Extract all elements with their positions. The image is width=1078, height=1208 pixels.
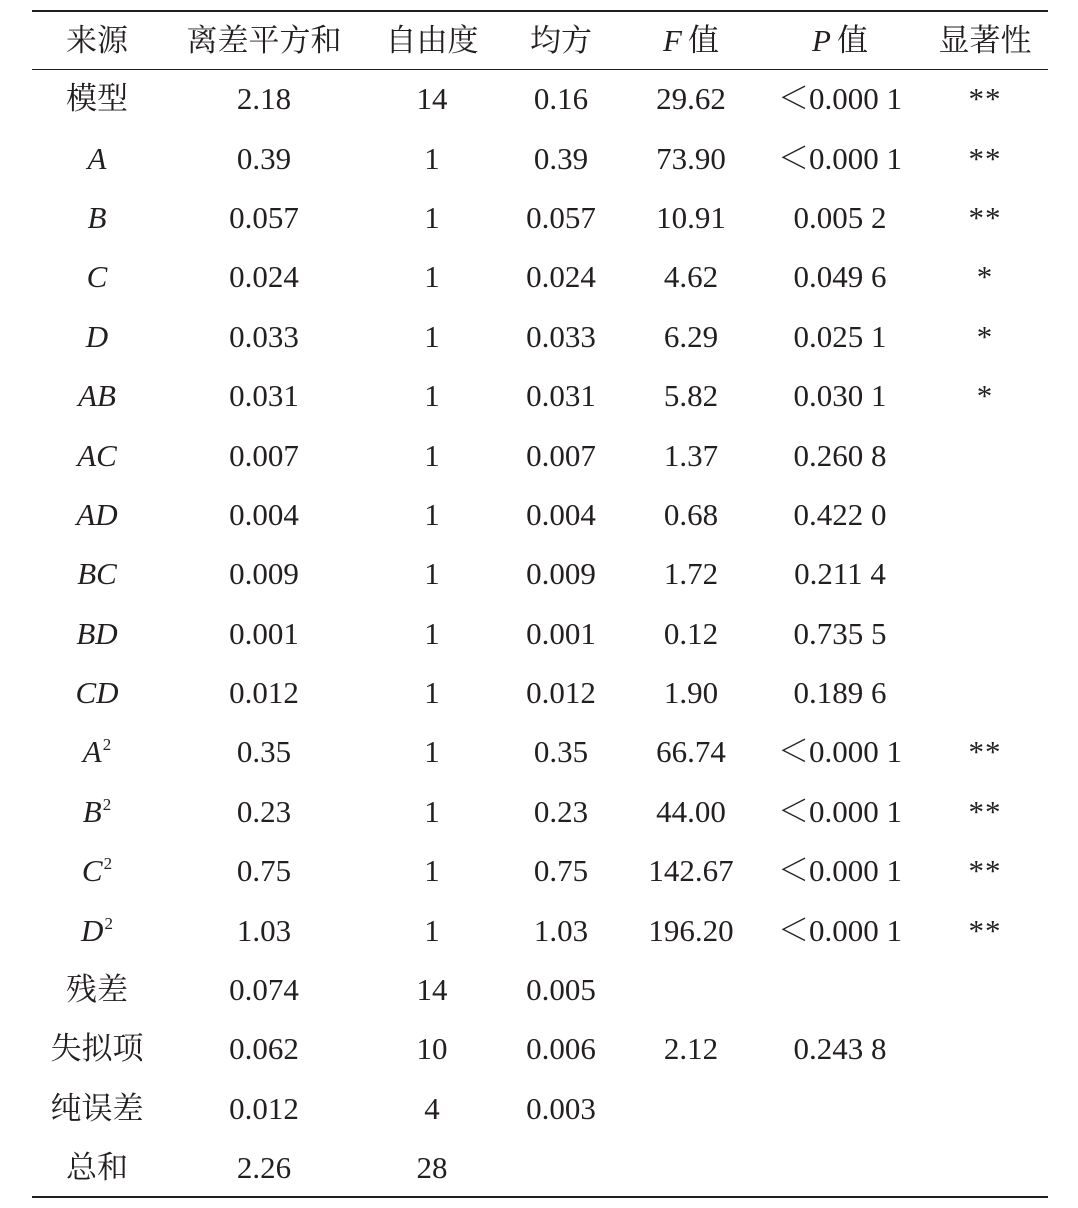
source-cell — [32, 544, 162, 603]
source-label: CD — [75, 675, 119, 711]
source-cell — [32, 1138, 162, 1197]
mean-square-cell: 0.39 — [533, 140, 589, 176]
significance-cell: ** — [968, 199, 1002, 235]
p-value-cell: 0.025 1 — [793, 318, 887, 354]
f-value-cell: 29.62 — [656, 81, 726, 117]
sum-of-squares-cell: 0.057 — [229, 199, 299, 235]
source-cell — [32, 425, 162, 484]
significance-cell — [922, 485, 1048, 544]
f-value-cell — [624, 1079, 758, 1138]
source-label: A — [87, 140, 107, 176]
significance-cell: ** — [968, 140, 1002, 176]
header-significance: 显著性 — [922, 11, 1048, 69]
degrees-of-freedom-cell: 10 — [416, 1031, 448, 1067]
sum-of-squares-cell: 0.23 — [236, 793, 292, 829]
mean-square-cell: 0.004 — [526, 496, 596, 532]
table-row — [32, 900, 1048, 959]
f-value-cell — [624, 1138, 758, 1197]
table-row — [32, 69, 1048, 128]
mean-square-cell: 0.024 — [526, 259, 596, 295]
sum-of-squares-cell: 2.18 — [236, 81, 292, 117]
mean-square-cell: 0.009 — [526, 556, 596, 592]
p-value-cell: ＜0.000 1 — [778, 81, 902, 117]
table-row — [32, 366, 1048, 425]
p-value-cell — [758, 1079, 922, 1138]
source-label: 残差 — [66, 972, 128, 1008]
header-f-symbol: F — [663, 22, 682, 58]
source-cell — [32, 960, 162, 1019]
table-row — [32, 307, 1048, 366]
sum-of-squares-cell: 2.26 — [162, 1138, 366, 1197]
source-label: AC — [77, 437, 117, 473]
mean-square-cell: 0.75 — [533, 853, 589, 889]
source-label: C — [86, 259, 108, 295]
source-cell — [32, 1019, 162, 1078]
f-value-cell: 2.12 — [663, 1031, 719, 1067]
sum-of-squares-cell: 0.074 — [229, 972, 299, 1008]
f-value-cell: 5.82 — [663, 378, 719, 414]
source-label: AB — [78, 378, 116, 414]
mean-square-cell: 0.031 — [526, 378, 596, 414]
source-cell — [32, 722, 162, 781]
source-superscript: 2 — [104, 913, 113, 933]
f-value-cell: 1.72 — [663, 556, 719, 592]
f-value-cell: 4.62 — [663, 259, 719, 295]
p-value-cell: ＜0.000 1 — [778, 140, 902, 176]
table-row — [32, 1079, 1048, 1138]
degrees-of-freedom-cell: 1 — [424, 259, 440, 295]
f-value-cell: 73.90 — [656, 140, 726, 176]
mean-square-cell: 0.16 — [533, 81, 589, 117]
header-p-value — [758, 11, 922, 69]
mean-square-cell — [498, 1138, 624, 1197]
significance-cell — [922, 960, 1048, 1019]
source-label: 模型 — [66, 81, 128, 117]
f-value-cell: 196.20 — [648, 912, 734, 948]
degrees-of-freedom-cell: 14 — [416, 972, 448, 1008]
f-value-cell: 66.74 — [656, 734, 726, 770]
source-cell — [32, 485, 162, 544]
table-row — [32, 841, 1048, 900]
f-value-cell: 6.29 — [663, 318, 719, 354]
source-superscript: 2 — [102, 794, 112, 814]
table-row — [32, 1019, 1048, 1078]
anova-table — [32, 10, 1048, 1198]
source-cell — [32, 782, 162, 841]
sum-of-squares-cell: 0.033 — [229, 318, 299, 354]
p-value-cell: 0.735 5 — [793, 615, 887, 651]
mean-square-cell: 0.006 — [526, 1031, 596, 1067]
header-f-value — [624, 11, 758, 69]
table-row — [32, 604, 1048, 663]
f-value-cell: 44.00 — [656, 793, 726, 829]
f-value-cell — [624, 960, 758, 1019]
p-value-cell: 0.243 8 — [793, 1031, 887, 1067]
f-value-cell: 142.67 — [648, 853, 734, 889]
mean-square-cell: 0.005 — [526, 972, 596, 1008]
mean-square-cell: 0.23 — [533, 793, 589, 829]
table-row — [32, 722, 1048, 781]
p-value-cell: 0.049 6 — [793, 259, 887, 295]
source-cell — [32, 247, 162, 306]
mean-square-cell: 0.007 — [526, 437, 596, 473]
sum-of-squares-cell: 0.001 — [229, 615, 299, 651]
source-label: A — [82, 734, 102, 770]
significance-cell: ** — [968, 793, 1002, 829]
sum-of-squares-cell: 1.03 — [236, 912, 292, 948]
source-label: BD — [76, 615, 118, 651]
source-label: B — [82, 793, 102, 829]
sum-of-squares-cell: 0.031 — [229, 378, 299, 414]
p-value-cell: ＜0.000 1 — [778, 734, 902, 770]
table-row — [32, 485, 1048, 544]
header-row — [32, 11, 1048, 69]
degrees-of-freedom-cell: 1 — [424, 793, 440, 829]
mean-square-cell: 0.35 — [533, 734, 589, 770]
source-cell — [32, 604, 162, 663]
sum-of-squares-cell: 0.012 — [229, 1090, 299, 1126]
degrees-of-freedom-cell: 1 — [424, 912, 440, 948]
significance-cell: * — [976, 259, 994, 295]
sum-of-squares-cell: 0.75 — [236, 853, 292, 889]
source-label: B — [87, 199, 107, 235]
source-superscript: 2 — [103, 854, 113, 874]
p-value-cell: 0.030 1 — [793, 378, 887, 414]
significance-cell: ** — [968, 912, 1002, 948]
p-value-cell: 0.005 2 — [793, 199, 887, 235]
table-header — [32, 11, 1048, 69]
significance-cell — [922, 425, 1048, 484]
header-mean-square: 均方 — [498, 11, 624, 69]
table-row — [32, 247, 1048, 306]
source-label: D — [81, 912, 104, 948]
degrees-of-freedom-cell: 1 — [424, 853, 440, 889]
source-cell — [32, 366, 162, 425]
f-value-cell: 0.12 — [663, 615, 719, 651]
table-body — [32, 69, 1048, 1197]
source-cell — [32, 307, 162, 366]
significance-cell: ** — [968, 734, 1002, 770]
source-label: BC — [77, 556, 117, 592]
source-cell — [32, 900, 162, 959]
significance-cell: * — [976, 378, 994, 414]
table-row — [32, 1138, 1048, 1197]
source-cell — [32, 663, 162, 722]
table-row — [32, 960, 1048, 1019]
p-value-cell: ＜0.000 1 — [778, 793, 902, 829]
source-cell — [32, 188, 162, 247]
mean-square-cell: 0.001 — [526, 615, 596, 651]
source-label: AD — [76, 496, 118, 532]
significance-cell: ** — [968, 853, 1002, 889]
significance-cell — [922, 1019, 1048, 1078]
p-value-cell: 0.211 4 — [794, 556, 886, 592]
p-value-cell: ＜0.000 1 — [778, 912, 902, 948]
mean-square-cell: 0.012 — [526, 675, 596, 711]
table-row — [32, 663, 1048, 722]
sum-of-squares-cell: 0.009 — [229, 556, 299, 592]
header-f-suffix: 值 — [687, 22, 719, 58]
sum-of-squares-cell: 0.35 — [236, 734, 292, 770]
mean-square-cell: 0.033 — [526, 318, 596, 354]
significance-cell — [922, 544, 1048, 603]
header-source: 来源 — [32, 11, 162, 69]
degrees-of-freedom-cell: 14 — [416, 81, 448, 117]
header-degrees-of-freedom: 自由度 — [366, 11, 498, 69]
table-row — [32, 188, 1048, 247]
degrees-of-freedom-cell: 1 — [424, 496, 440, 532]
source-superscript: 2 — [102, 735, 112, 755]
source-label: D — [85, 318, 109, 354]
header-p-symbol: P — [812, 22, 831, 58]
sum-of-squares-cell: 0.012 — [229, 675, 299, 711]
p-value-cell — [758, 1138, 922, 1197]
source-label: C — [81, 853, 103, 889]
p-value-cell — [758, 960, 922, 1019]
p-value-cell: 0.260 8 — [793, 437, 887, 473]
degrees-of-freedom-cell: 4 — [424, 1090, 440, 1126]
significance-cell — [922, 1079, 1048, 1138]
degrees-of-freedom-cell: 1 — [424, 675, 440, 711]
header-sum-of-squares: 离差平方和 — [162, 11, 366, 69]
degrees-of-freedom-cell: 1 — [424, 615, 440, 651]
mean-square-cell: 0.003 — [526, 1090, 596, 1126]
p-value-cell: 0.189 6 — [793, 675, 887, 711]
source-label: 失拟项 — [50, 1031, 144, 1067]
significance-cell — [922, 1138, 1048, 1197]
source-cell — [32, 69, 162, 128]
degrees-of-freedom-cell: 1 — [424, 437, 440, 473]
f-value-cell: 0.68 — [663, 496, 719, 532]
mean-square-cell: 1.03 — [533, 912, 589, 948]
header-p-suffix: 值 — [836, 22, 868, 58]
sum-of-squares-cell: 0.062 — [229, 1031, 299, 1067]
table-row — [32, 782, 1048, 841]
table-row — [32, 425, 1048, 484]
source-label: 纯误差 — [50, 1090, 144, 1126]
source-cell — [32, 841, 162, 900]
p-value-cell: ＜0.000 1 — [778, 853, 902, 889]
source-label: 总和 — [66, 1149, 128, 1185]
sum-of-squares-cell: 0.024 — [229, 259, 299, 295]
degrees-of-freedom-cell: 1 — [424, 140, 440, 176]
f-value-cell: 10.91 — [656, 199, 726, 235]
source-cell — [32, 1079, 162, 1138]
significance-cell: * — [976, 318, 994, 354]
degrees-of-freedom-cell: 28 — [366, 1138, 498, 1197]
degrees-of-freedom-cell: 1 — [424, 734, 440, 770]
f-value-cell: 1.37 — [663, 437, 719, 473]
p-value-cell: 0.422 0 — [793, 496, 887, 532]
degrees-of-freedom-cell: 1 — [424, 318, 440, 354]
degrees-of-freedom-cell: 1 — [424, 199, 440, 235]
degrees-of-freedom-cell: 1 — [424, 378, 440, 414]
degrees-of-freedom-cell: 1 — [424, 556, 440, 592]
significance-cell — [922, 663, 1048, 722]
significance-cell — [922, 604, 1048, 663]
table-row — [32, 128, 1048, 187]
sum-of-squares-cell: 0.39 — [236, 140, 292, 176]
f-value-cell: 1.90 — [663, 675, 719, 711]
sum-of-squares-cell: 0.007 — [229, 437, 299, 473]
source-cell — [32, 128, 162, 187]
sum-of-squares-cell: 0.004 — [229, 496, 299, 532]
mean-square-cell: 0.057 — [526, 199, 596, 235]
table-row — [32, 544, 1048, 603]
significance-cell: ** — [968, 81, 1002, 117]
